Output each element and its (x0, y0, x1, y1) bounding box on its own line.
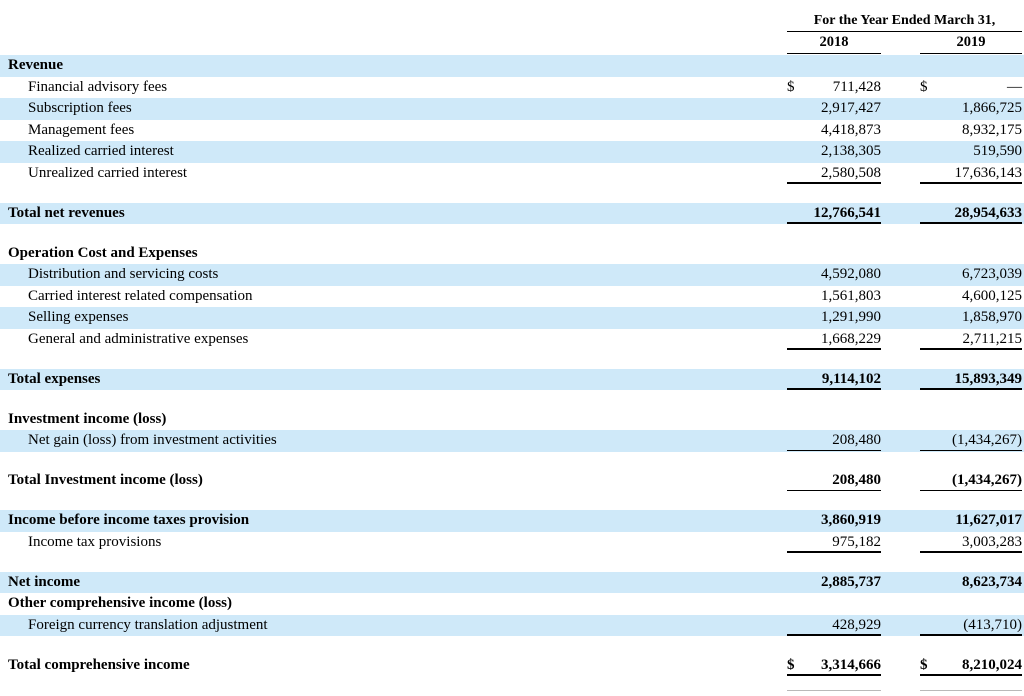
value-cell-2019 (920, 307, 1022, 329)
value-2018: 12,766,541 (813, 204, 881, 221)
dollar-sign-2018: $ (787, 656, 795, 673)
value-cell-2019 (920, 243, 1022, 265)
value-cell-2019 (920, 286, 1022, 308)
table-row (0, 430, 1024, 452)
value-2018: 1,668,229 (821, 330, 881, 347)
table-row (0, 615, 1024, 637)
value-cell-2018 (787, 120, 881, 142)
table-row (0, 532, 1024, 554)
header-spacer (0, 13, 787, 55)
value-cell-2019 (920, 141, 1022, 163)
value-cell-2019 (920, 470, 1022, 492)
row-label: Investment income (loss) (8, 410, 167, 427)
row-label: Total net revenues (8, 204, 125, 221)
table-row (0, 163, 1024, 185)
value-cell-2018 (787, 655, 881, 677)
row-label: Carried interest related compensation (28, 287, 253, 304)
table-row (0, 141, 1024, 163)
table-row (0, 286, 1024, 308)
value-cell-2019 (920, 120, 1022, 142)
year-headers (787, 34, 1022, 54)
value-2019: 17,636,143 (954, 164, 1022, 181)
value-2019: 6,723,039 (962, 266, 1022, 283)
value-cell-2018 (787, 286, 881, 308)
table-row (0, 120, 1024, 142)
value-cell-2018 (787, 615, 881, 637)
value-cell-2019 (920, 655, 1022, 677)
value-cell-2019 (920, 593, 1022, 615)
value-cell-2019 (920, 264, 1022, 286)
row-label: Other comprehensive income (loss) (8, 595, 232, 612)
value-2019: 1,858,970 (962, 309, 1022, 326)
spacer-row (0, 390, 1024, 409)
value-2019: 4,600,125 (962, 287, 1022, 304)
spacer-row (0, 184, 1024, 203)
spacer-row (0, 452, 1024, 471)
row-label: General and administrative expenses (28, 330, 249, 347)
row-label: Total comprehensive income (8, 656, 190, 673)
value-cell-2018 (787, 329, 881, 351)
value-2018: 1,291,990 (821, 309, 881, 326)
value-cell-2018 (787, 77, 881, 99)
value-cell-2019 (920, 510, 1022, 532)
table-row (0, 409, 1024, 431)
row-label: Net gain (loss) from investment activities (28, 432, 277, 449)
value-cell-2018 (787, 409, 881, 431)
value-cell-2019 (920, 77, 1022, 99)
value-cell-2019 (920, 615, 1022, 637)
statement-table (0, 55, 1024, 676)
value-2019: (1,434,267) (952, 472, 1022, 489)
row-label: Income tax provisions (28, 533, 162, 550)
value-cell-2018 (787, 470, 881, 492)
value-cell-2019 (920, 409, 1022, 431)
spacer-row (0, 350, 1024, 369)
value-cell-2019 (920, 163, 1022, 185)
table-row (0, 470, 1024, 492)
column-header-2019: 2019 (920, 34, 1022, 54)
dollar-sign-2019: $ (920, 78, 928, 95)
table-row (0, 243, 1024, 265)
value-2019: 8,932,175 (962, 121, 1022, 138)
value-2019: 28,954,633 (954, 204, 1022, 221)
value-2019: 8,210,024 (962, 656, 1022, 673)
value-2018: 428,929 (832, 616, 881, 633)
value-cell-2018 (787, 510, 881, 532)
table-row (0, 369, 1024, 391)
value-2018: 208,480 (832, 432, 881, 449)
row-label: Subscription fees (28, 100, 132, 117)
table-row (0, 264, 1024, 286)
table-row (0, 510, 1024, 532)
value-2019: 519,590 (973, 143, 1022, 160)
table-header (0, 0, 1024, 55)
value-cell-2018 (787, 307, 881, 329)
value-2018: 711,428 (832, 78, 881, 95)
value-2018: 4,592,080 (821, 266, 881, 283)
value-cell-2018 (787, 593, 881, 615)
value-cell-2019 (920, 369, 1022, 391)
value-2019: — (1007, 78, 1022, 95)
value-cell-2018 (787, 141, 881, 163)
value-2019: 2,711,215 (962, 330, 1022, 347)
value-2018: 208,480 (832, 472, 881, 489)
row-label: Realized carried interest (28, 143, 174, 160)
table-row (0, 98, 1024, 120)
row-label: Income before income taxes provision (8, 512, 250, 529)
row-label: Net income (8, 573, 81, 590)
dollar-sign-2019: $ (920, 656, 928, 673)
row-label: Financial advisory fees (28, 78, 168, 95)
value-cell-2018 (787, 572, 881, 594)
spacer-row (0, 636, 1024, 655)
row-label: Foreign currency translation adjustment (28, 616, 268, 633)
column-header-2018: 2018 (787, 34, 881, 54)
row-label: Selling expenses (28, 309, 129, 326)
value-cell-2018 (787, 369, 881, 391)
row-label: Operation Cost and Expenses (8, 244, 198, 261)
value-cell-2019 (920, 329, 1022, 351)
table-row (0, 329, 1024, 351)
spacer-row (0, 224, 1024, 243)
value-2018: 9,114,102 (821, 370, 881, 387)
row-label: Unrealized carried interest (28, 164, 188, 181)
table-row (0, 655, 1024, 677)
value-cell-2019 (920, 98, 1022, 120)
period-header: For the Year Ended March 31, (787, 13, 1022, 32)
value-2018: 2,885,737 (821, 573, 881, 590)
header-columns (787, 13, 1022, 55)
value-2019: 1,866,725 (962, 100, 1022, 117)
value-cell-2018 (787, 98, 881, 120)
value-2018: 1,561,803 (821, 287, 881, 304)
value-cell-2019 (920, 532, 1022, 554)
dollar-sign-2018: $ (787, 78, 795, 95)
table-row (0, 307, 1024, 329)
row-label: Management fees (28, 121, 135, 138)
value-2018: 3,860,919 (821, 512, 881, 529)
row-label: Revenue (8, 57, 63, 74)
value-cell-2018 (787, 532, 881, 554)
table-row (0, 55, 1024, 77)
value-2018: 2,580,508 (821, 164, 881, 181)
value-cell-2019 (920, 55, 1022, 77)
table-row (0, 77, 1024, 99)
table-row (0, 572, 1024, 594)
value-cell-2018 (787, 163, 881, 185)
value-cell-2019 (920, 430, 1022, 452)
value-2019: 15,893,349 (954, 370, 1022, 387)
value-2019: 3,003,283 (962, 533, 1022, 550)
value-cell-2018 (787, 243, 881, 265)
value-2018: 2,138,305 (821, 143, 881, 160)
value-2018: 4,418,873 (821, 121, 881, 138)
table-row (0, 203, 1024, 225)
value-2018: 2,917,427 (821, 100, 881, 117)
row-label: Total expenses (8, 370, 101, 387)
spacer-row (0, 492, 1024, 511)
row-label: Distribution and servicing costs (28, 266, 219, 283)
value-cell-2018 (787, 264, 881, 286)
value-cell-2018 (787, 203, 881, 225)
value-2018: 3,314,666 (821, 656, 881, 673)
value-cell-2019 (920, 203, 1022, 225)
table-row (0, 593, 1024, 615)
value-cell-2018 (787, 430, 881, 452)
value-2018: 975,182 (832, 533, 881, 550)
value-2019: (413,710) (963, 616, 1022, 633)
value-2019: (1,434,267) (952, 432, 1022, 449)
spacer-row (0, 553, 1024, 572)
value-2019: 8,623,734 (962, 573, 1022, 590)
value-cell-2018 (787, 55, 881, 77)
value-2019: 11,627,017 (955, 512, 1022, 529)
value-cell-2019 (920, 572, 1022, 594)
row-label: Total Investment income (loss) (8, 472, 203, 489)
